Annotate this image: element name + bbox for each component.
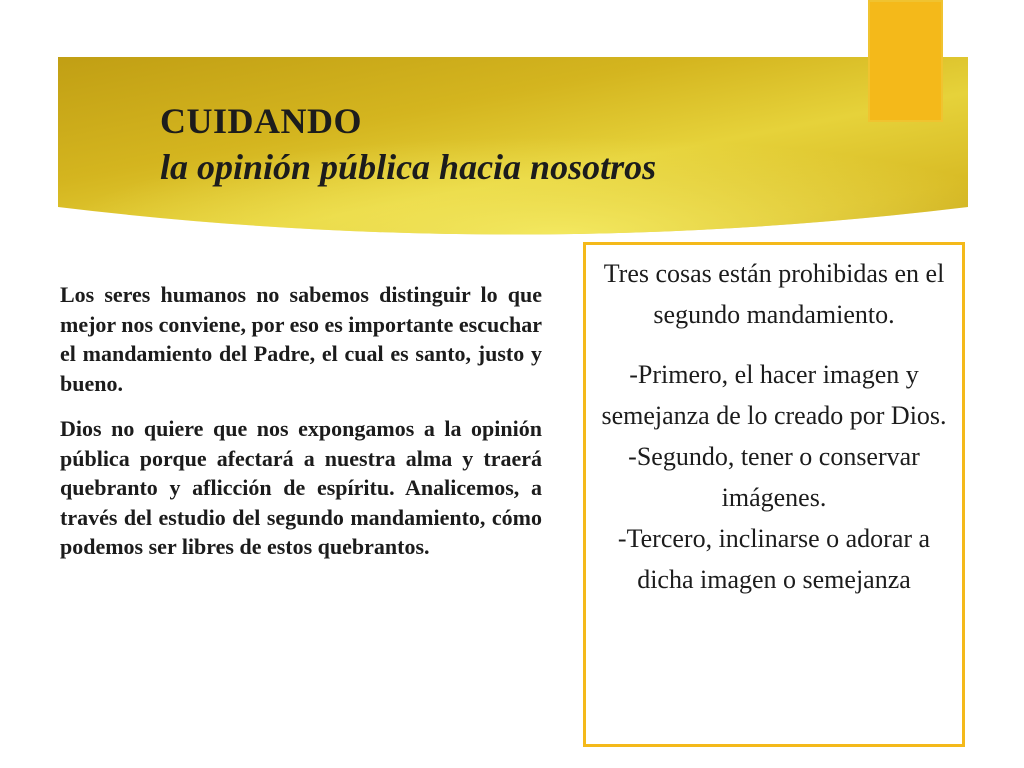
box-intro: Tres cosas están prohibidas en el segundo mandamiento.: [603, 259, 945, 329]
paragraph-2: Dios no quiere que nos expongamos a la opinión pública porque afectará a nuestra alma y traerá quebranto y aflicción de espíritu. Analicemos, a través del estudio del segundo mandamiento, cómo podemos ser libres de estos quebrantos.: [60, 416, 542, 559]
accent-square: [868, 0, 943, 122]
page-title: [160, 98, 840, 190]
box-item-3: -Tercero, inclinarse o adorar a dicha imagen o semejanza: [617, 524, 931, 594]
box-item-2: -Segundo, tener o conservar imágenes.: [628, 442, 920, 512]
paragraph-1: Los seres humanos no sabemos distinguir lo que mejor nos conviene, por eso es importante escuchar el mandamiento del Padre, el cual es santo, justo y bueno.: [60, 282, 542, 396]
commandment-box: [583, 242, 965, 747]
box-item-1: -Primero, el hacer imagen y semejanza de lo creado por Dios.: [601, 360, 947, 430]
title-line-2: la opinión pública hacia nosotros: [160, 147, 657, 187]
title-line-1: CUIDANDO: [160, 101, 362, 141]
left-text-column: [60, 280, 542, 578]
